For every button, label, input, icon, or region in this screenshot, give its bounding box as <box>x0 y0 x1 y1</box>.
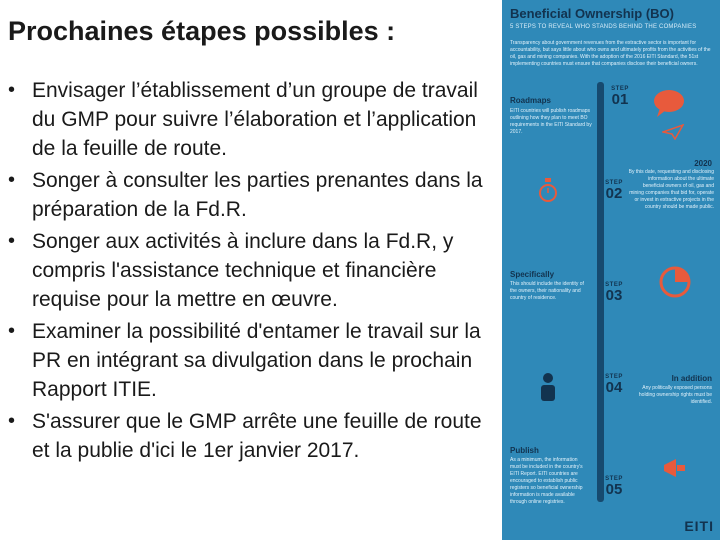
paper-plane-icon <box>662 124 684 140</box>
bullet-dot: • <box>8 79 16 101</box>
step-05 <box>594 476 634 497</box>
step-label: STEP <box>605 476 623 482</box>
step-03 <box>594 282 634 303</box>
infographic-title: Beneficial Ownership (BO) <box>510 6 674 21</box>
bullet-item <box>8 317 496 404</box>
speech-bubble-icon <box>652 88 686 118</box>
step-label: STEP <box>605 180 623 186</box>
publish-text: As a minimum, the information must be included in the country's EITI Report. EITI countries are encouraged to establish public registers so beneficial ownership information is made available through online registries. <box>510 457 583 505</box>
publish-heading: Publish <box>510 446 539 455</box>
step-number: 01 <box>611 91 629 108</box>
beneficial-ownership-infographic <box>502 0 720 540</box>
bullet-text: Examiner la possibilité d'entamer le travail sur la PR en intégrant sa divulgation dans le prochain Rapport ITIE. <box>32 320 481 401</box>
infographic-intro: Transparency about government revenues from the extractive sector is important for accountability, but says little about who owns and ultimately profits from the activities of the oil, gas and mining companies. With the adoption of the 2016 EITI Standard, the 51st implementing countries must ensure that companies disclose their beneficial owners. <box>510 40 711 67</box>
step-01 <box>600 86 640 107</box>
year-heading: 2020 <box>694 159 712 168</box>
step-number: 02 <box>605 185 623 202</box>
bullet-item <box>8 166 496 224</box>
bullet-list <box>8 76 496 468</box>
bullet-dot: • <box>8 230 16 252</box>
slide-title: Prochaines étapes possibles : <box>8 16 396 46</box>
eiti-logo: EITI <box>684 518 714 534</box>
year-text: By this date, requesting and disclosing information about the ultimate beneficial owners of oil, gas and mining companies that bid for, operate or invest in extractive projects in the country should be made public. <box>628 169 714 210</box>
step-label: STEP <box>605 374 623 380</box>
bullet-item <box>8 76 496 163</box>
megaphone-icon <box>662 456 688 480</box>
bullet-text: Envisager l’établissement d’un groupe de travail du GMP pour suivre l’élaboration et l’application de la feuille de route. <box>32 79 478 160</box>
step-label: STEP <box>611 86 629 92</box>
bullet-text: Songer à consulter les parties prenantes dans la préparation de la Fd.R. <box>32 169 483 221</box>
person-icon <box>538 372 558 402</box>
bullet-text: Songer aux activités à inclure dans la Fd.R, y compris l'assistance technique et financière requise pour la mettre en œuvre. <box>32 230 454 311</box>
step-number: 05 <box>605 481 623 498</box>
pie-chart-icon <box>657 262 693 302</box>
roadmaps-heading: Roadmaps <box>510 96 551 105</box>
roadmaps-text: EITI countries will publish roadmaps outlining how they plan to meet BO requirements in the EITI Standard by 2017. <box>510 108 592 135</box>
in-addition-heading: In addition <box>671 374 712 383</box>
step-04 <box>594 374 634 395</box>
bullet-dot: • <box>8 169 16 191</box>
bullet-item <box>8 407 496 465</box>
step-number: 03 <box>605 287 623 304</box>
bullet-dot: • <box>8 320 16 342</box>
infographic-subtitle: 5 STEPS TO REVEAL WHO STANDS BEHIND THE COMPANIES <box>510 24 697 30</box>
step-label: STEP <box>605 282 623 288</box>
specifically-text: This should include the identity of the owners, their nationality and country of residence. <box>510 281 584 301</box>
stopwatch-icon <box>538 178 558 206</box>
bullet-dot: • <box>8 410 16 432</box>
step-number: 04 <box>605 379 623 396</box>
specifically-heading: Specifically <box>510 270 555 279</box>
bullet-item <box>8 227 496 314</box>
in-addition-text: Any politically exposed persons holding ownership rights must be identified. <box>638 385 712 405</box>
bullet-text: S'assurer que le GMP arrête une feuille de route et la publie d'ici le 1er janvier 2017. <box>32 410 482 462</box>
